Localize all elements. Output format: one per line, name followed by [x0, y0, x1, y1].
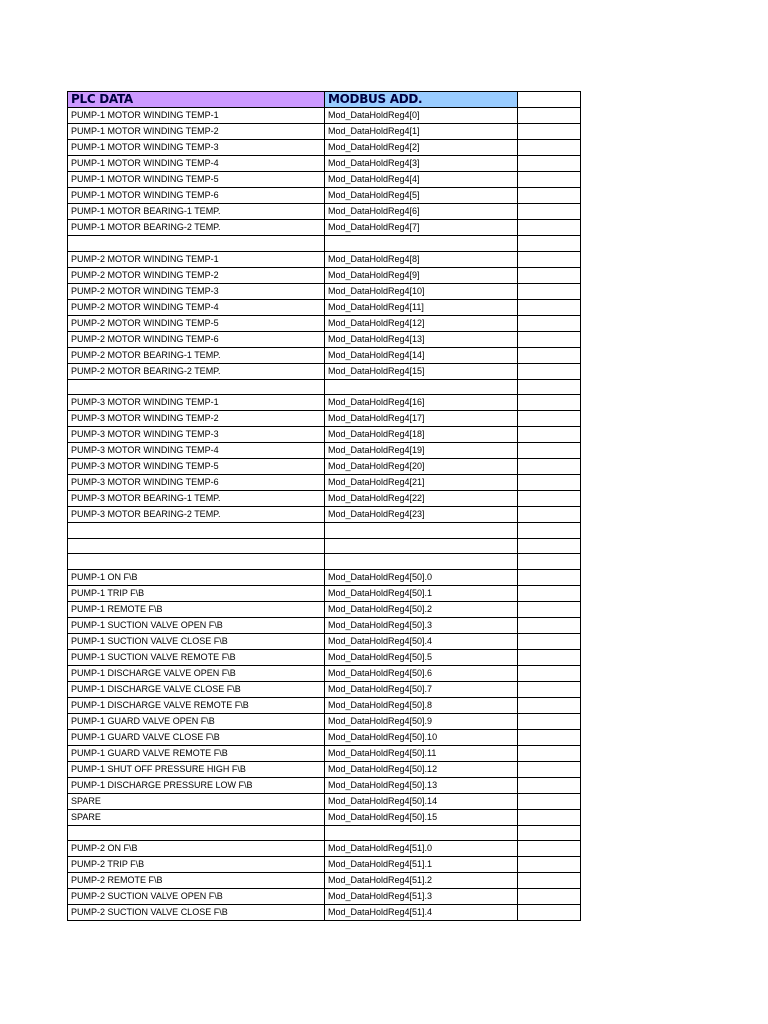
modbus-address-cell: Mod_DataHoldReg4[51].2 [325, 873, 518, 889]
modbus-address-cell: Mod_DataHoldReg4[50].6 [325, 665, 518, 681]
empty-cell [518, 267, 581, 283]
header-plc-data: PLC DATA [68, 92, 325, 108]
empty-cell [518, 649, 581, 665]
table-row [68, 617, 581, 633]
table-row [68, 172, 581, 188]
plc-data-cell: PUMP-3 MOTOR BEARING-2 TEMP. [68, 507, 325, 523]
table-row [68, 475, 581, 491]
header-modbus-address: MODBUS ADD. [325, 92, 518, 108]
modbus-address-cell: Mod_DataHoldReg4[4] [325, 172, 518, 188]
table-row [68, 601, 581, 617]
empty-cell [518, 889, 581, 905]
empty-cell [518, 156, 581, 172]
table-row [68, 379, 581, 395]
plc-data-cell: PUMP-1 SUCTION VALVE CLOSE F\B [68, 633, 325, 649]
empty-cell [518, 140, 581, 156]
plc-data-cell: PUMP-3 MOTOR WINDING TEMP-5 [68, 459, 325, 475]
empty-cell [518, 220, 581, 236]
empty-cell [518, 523, 581, 539]
empty-cell [518, 283, 581, 299]
table-row [68, 251, 581, 267]
empty-cell [518, 363, 581, 379]
empty-cell [518, 443, 581, 459]
plc-data-cell: PUMP-2 TRIP F\B [68, 857, 325, 873]
empty-cell [518, 601, 581, 617]
empty-cell [518, 585, 581, 601]
plc-data-cell [68, 236, 325, 252]
modbus-address-cell: Mod_DataHoldReg4[51].3 [325, 889, 518, 905]
empty-cell [518, 777, 581, 793]
table-row [68, 665, 581, 681]
plc-data-cell: PUMP-2 REMOTE F\B [68, 873, 325, 889]
plc-data-cell: PUMP-1 SHUT OFF PRESSURE HIGH F\B [68, 761, 325, 777]
table-row [68, 633, 581, 649]
empty-cell [518, 299, 581, 315]
plc-data-cell: PUMP-1 GUARD VALVE CLOSE F\B [68, 729, 325, 745]
plc-data-cell: PUMP-1 TRIP F\B [68, 585, 325, 601]
empty-cell [518, 841, 581, 857]
modbus-address-cell: Mod_DataHoldReg4[19] [325, 443, 518, 459]
modbus-address-cell: Mod_DataHoldReg4[50].8 [325, 697, 518, 713]
empty-cell [518, 857, 581, 873]
table-row [68, 315, 581, 331]
plc-data-cell: PUMP-3 MOTOR WINDING TEMP-2 [68, 411, 325, 427]
modbus-address-cell: Mod_DataHoldReg4[8] [325, 251, 518, 267]
modbus-address-cell: Mod_DataHoldReg4[21] [325, 475, 518, 491]
modbus-address-cell: Mod_DataHoldReg4[10] [325, 283, 518, 299]
empty-cell [518, 905, 581, 921]
table-row [68, 491, 581, 507]
modbus-address-cell: Mod_DataHoldReg4[0] [325, 108, 518, 124]
table-row [68, 283, 581, 299]
modbus-address-cell: Mod_DataHoldReg4[1] [325, 124, 518, 140]
plc-data-cell: PUMP-2 MOTOR WINDING TEMP-1 [68, 251, 325, 267]
table-row [68, 569, 581, 585]
modbus-address-cell: Mod_DataHoldReg4[50].14 [325, 793, 518, 809]
modbus-address-cell: Mod_DataHoldReg4[5] [325, 188, 518, 204]
empty-cell [518, 491, 581, 507]
empty-cell [518, 204, 581, 220]
modbus-address-cell: Mod_DataHoldReg4[17] [325, 411, 518, 427]
plc-data-cell: PUMP-1 DISCHARGE PRESSURE LOW F\B [68, 777, 325, 793]
modbus-address-cell [325, 523, 518, 539]
table-row [68, 697, 581, 713]
empty-cell [518, 507, 581, 523]
empty-cell [518, 475, 581, 491]
empty-cell [518, 315, 581, 331]
table-row [68, 331, 581, 347]
empty-cell [518, 713, 581, 729]
modbus-address-cell: Mod_DataHoldReg4[50].0 [325, 569, 518, 585]
empty-cell [518, 236, 581, 252]
table-row [68, 523, 581, 539]
empty-cell [518, 617, 581, 633]
plc-data-cell: PUMP-1 GUARD VALVE REMOTE F\B [68, 745, 325, 761]
plc-data-cell: PUMP-1 MOTOR WINDING TEMP-4 [68, 156, 325, 172]
plc-data-cell: PUMP-1 MOTOR BEARING-1 TEMP. [68, 204, 325, 220]
plc-data-cell [68, 554, 325, 570]
plc-data-cell: PUMP-1 SUCTION VALVE OPEN F\B [68, 617, 325, 633]
plc-data-cell: PUMP-1 DISCHARGE VALVE OPEN F\B [68, 665, 325, 681]
modbus-address-cell: Mod_DataHoldReg4[50].5 [325, 649, 518, 665]
empty-cell [518, 633, 581, 649]
modbus-address-cell: Mod_DataHoldReg4[16] [325, 395, 518, 411]
plc-data-cell: PUMP-1 MOTOR WINDING TEMP-2 [68, 124, 325, 140]
empty-cell [518, 873, 581, 889]
table-header-row [68, 92, 581, 108]
plc-data-cell: PUMP-2 MOTOR WINDING TEMP-5 [68, 315, 325, 331]
plc-data-cell: PUMP-2 ON F\B [68, 841, 325, 857]
modbus-address-cell: Mod_DataHoldReg4[50].4 [325, 633, 518, 649]
plc-data-cell: PUMP-2 SUCTION VALVE CLOSE F\B [68, 905, 325, 921]
plc-data-cell: SPARE [68, 793, 325, 809]
plc-data-cell: PUMP-1 MOTOR WINDING TEMP-1 [68, 108, 325, 124]
modbus-address-cell: Mod_DataHoldReg4[50].13 [325, 777, 518, 793]
table-row [68, 108, 581, 124]
modbus-address-cell: Mod_DataHoldReg4[23] [325, 507, 518, 523]
table-row [68, 538, 581, 554]
table-row [68, 554, 581, 570]
modbus-address-cell: Mod_DataHoldReg4[50].12 [325, 761, 518, 777]
table-row [68, 713, 581, 729]
modbus-address-cell: Mod_DataHoldReg4[18] [325, 427, 518, 443]
empty-cell [518, 108, 581, 124]
plc-data-cell: PUMP-3 MOTOR WINDING TEMP-4 [68, 443, 325, 459]
empty-cell [518, 459, 581, 475]
table-row [68, 761, 581, 777]
plc-data-cell: PUMP-1 DISCHARGE VALVE REMOTE F\B [68, 697, 325, 713]
modbus-address-cell: Mod_DataHoldReg4[12] [325, 315, 518, 331]
plc-data-cell: PUMP-2 MOTOR WINDING TEMP-4 [68, 299, 325, 315]
empty-cell [518, 188, 581, 204]
empty-cell [518, 809, 581, 825]
empty-cell [518, 395, 581, 411]
modbus-address-cell [325, 236, 518, 252]
modbus-address-cell: Mod_DataHoldReg4[50].7 [325, 681, 518, 697]
table-row [68, 585, 581, 601]
table-row [68, 841, 581, 857]
modbus-address-cell: Mod_DataHoldReg4[6] [325, 204, 518, 220]
header-extra [518, 92, 581, 108]
empty-cell [518, 554, 581, 570]
modbus-address-cell: Mod_DataHoldReg4[50].1 [325, 585, 518, 601]
plc-data-cell: PUMP-1 MOTOR WINDING TEMP-3 [68, 140, 325, 156]
modbus-address-cell: Mod_DataHoldReg4[50].2 [325, 601, 518, 617]
plc-modbus-table [67, 91, 581, 921]
plc-data-cell: PUMP-2 MOTOR WINDING TEMP-3 [68, 283, 325, 299]
plc-data-cell: PUMP-1 MOTOR BEARING-2 TEMP. [68, 220, 325, 236]
modbus-address-cell [325, 554, 518, 570]
table-row [68, 809, 581, 825]
modbus-address-cell: Mod_DataHoldReg4[9] [325, 267, 518, 283]
plc-data-cell [68, 523, 325, 539]
table-row [68, 745, 581, 761]
modbus-address-cell: Mod_DataHoldReg4[50].3 [325, 617, 518, 633]
modbus-address-cell: Mod_DataHoldReg4[50].9 [325, 713, 518, 729]
table-row [68, 459, 581, 475]
table-row [68, 204, 581, 220]
plc-data-cell: PUMP-1 MOTOR WINDING TEMP-5 [68, 172, 325, 188]
empty-cell [518, 681, 581, 697]
plc-data-cell: PUMP-3 MOTOR BEARING-1 TEMP. [68, 491, 325, 507]
table-row [68, 220, 581, 236]
empty-cell [518, 379, 581, 395]
modbus-address-cell: Mod_DataHoldReg4[50].11 [325, 745, 518, 761]
modbus-address-cell: Mod_DataHoldReg4[7] [325, 220, 518, 236]
table-row [68, 873, 581, 889]
empty-cell [518, 569, 581, 585]
table-row [68, 777, 581, 793]
table-row [68, 649, 581, 665]
modbus-address-cell: Mod_DataHoldReg4[22] [325, 491, 518, 507]
modbus-address-cell: Mod_DataHoldReg4[14] [325, 347, 518, 363]
table-row [68, 299, 581, 315]
empty-cell [518, 697, 581, 713]
empty-cell [518, 427, 581, 443]
plc-data-cell: SPARE [68, 809, 325, 825]
plc-data-cell: PUMP-1 MOTOR WINDING TEMP-6 [68, 188, 325, 204]
table-row [68, 443, 581, 459]
empty-cell [518, 411, 581, 427]
plc-data-cell [68, 825, 325, 841]
table-row [68, 347, 581, 363]
modbus-address-cell: Mod_DataHoldReg4[3] [325, 156, 518, 172]
plc-data-cell: PUMP-2 MOTOR BEARING-2 TEMP. [68, 363, 325, 379]
plc-data-cell [68, 379, 325, 395]
table-row [68, 156, 581, 172]
plc-data-cell: PUMP-1 DISCHARGE VALVE CLOSE F\B [68, 681, 325, 697]
table-row [68, 507, 581, 523]
plc-data-cell: PUMP-1 GUARD VALVE OPEN F\B [68, 713, 325, 729]
empty-cell [518, 761, 581, 777]
plc-data-cell: PUMP-1 SUCTION VALVE REMOTE F\B [68, 649, 325, 665]
table-row [68, 267, 581, 283]
empty-cell [518, 729, 581, 745]
table-row [68, 681, 581, 697]
empty-cell [518, 124, 581, 140]
modbus-address-cell [325, 825, 518, 841]
empty-cell [518, 745, 581, 761]
table-row [68, 825, 581, 841]
modbus-address-cell: Mod_DataHoldReg4[15] [325, 363, 518, 379]
empty-cell [518, 331, 581, 347]
modbus-address-cell: Mod_DataHoldReg4[51].1 [325, 857, 518, 873]
plc-data-cell: PUMP-3 MOTOR WINDING TEMP-1 [68, 395, 325, 411]
table-row [68, 857, 581, 873]
plc-data-cell: PUMP-2 MOTOR BEARING-1 TEMP. [68, 347, 325, 363]
plc-data-cell: PUMP-2 MOTOR WINDING TEMP-2 [68, 267, 325, 283]
plc-data-cell: PUMP-1 REMOTE F\B [68, 601, 325, 617]
table-row [68, 427, 581, 443]
modbus-address-cell: Mod_DataHoldReg4[2] [325, 140, 518, 156]
plc-data-cell: PUMP-3 MOTOR WINDING TEMP-6 [68, 475, 325, 491]
empty-cell [518, 172, 581, 188]
table-row [68, 188, 581, 204]
modbus-address-cell: Mod_DataHoldReg4[51].4 [325, 905, 518, 921]
modbus-address-cell [325, 379, 518, 395]
empty-cell [518, 347, 581, 363]
plc-data-cell: PUMP-2 MOTOR WINDING TEMP-6 [68, 331, 325, 347]
empty-cell [518, 665, 581, 681]
table-body [68, 92, 581, 921]
table-row [68, 889, 581, 905]
table-row [68, 905, 581, 921]
empty-cell [518, 251, 581, 267]
modbus-address-cell: Mod_DataHoldReg4[11] [325, 299, 518, 315]
modbus-address-cell: Mod_DataHoldReg4[50].10 [325, 729, 518, 745]
table-row [68, 363, 581, 379]
empty-cell [518, 538, 581, 554]
modbus-address-cell: Mod_DataHoldReg4[20] [325, 459, 518, 475]
table-row [68, 395, 581, 411]
table-row [68, 236, 581, 252]
modbus-address-cell [325, 538, 518, 554]
empty-cell [518, 825, 581, 841]
plc-data-cell: PUMP-3 MOTOR WINDING TEMP-3 [68, 427, 325, 443]
plc-data-cell: PUMP-2 SUCTION VALVE OPEN F\B [68, 889, 325, 905]
empty-cell [518, 793, 581, 809]
table-row [68, 411, 581, 427]
table-row [68, 140, 581, 156]
modbus-address-cell: Mod_DataHoldReg4[51].0 [325, 841, 518, 857]
modbus-address-cell: Mod_DataHoldReg4[50].15 [325, 809, 518, 825]
plc-data-cell: PUMP-1 ON F\B [68, 569, 325, 585]
plc-data-cell [68, 538, 325, 554]
table-row [68, 729, 581, 745]
modbus-address-cell: Mod_DataHoldReg4[13] [325, 331, 518, 347]
table-row [68, 124, 581, 140]
table-row [68, 793, 581, 809]
